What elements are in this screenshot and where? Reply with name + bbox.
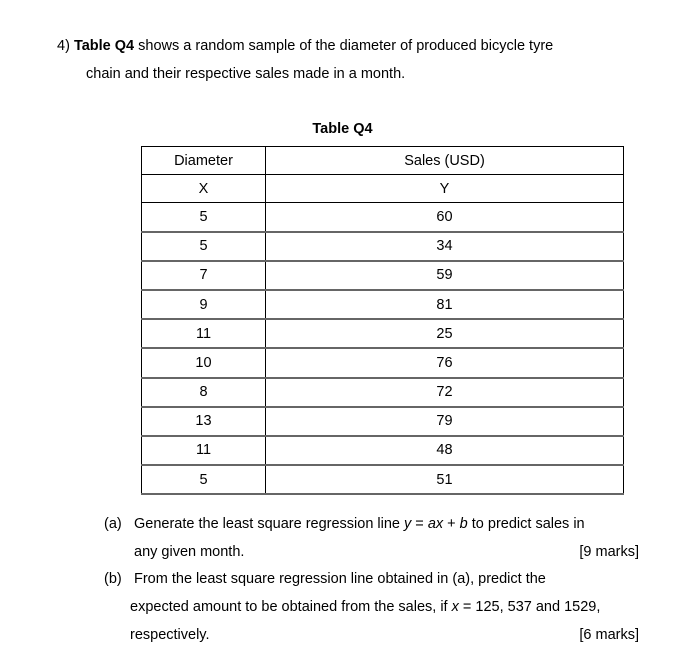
variable-x-italic: x [451, 599, 459, 615]
equation-equals: = [411, 516, 428, 532]
variable-y: Y [266, 175, 624, 203]
data-table-container [141, 146, 623, 495]
cell-x: 10 [142, 348, 266, 377]
cell-y: 34 [266, 232, 624, 261]
table-row [142, 290, 624, 319]
table-variable-row [142, 175, 624, 203]
cell-x: 11 [142, 436, 266, 465]
header-sales: Sales (USD) [266, 147, 624, 175]
part-a-text: Generate the least square regression line [134, 516, 405, 532]
table-row [142, 378, 624, 407]
table-header-row [142, 147, 624, 175]
part-b-text: expected amount to be obtained from the sales, if [130, 599, 452, 615]
table-row [142, 348, 624, 377]
equation-ax: ax [427, 516, 444, 532]
cell-x: 5 [142, 465, 266, 494]
cell-x: 5 [142, 203, 266, 232]
cell-x: 11 [142, 319, 266, 348]
cell-x: 9 [142, 290, 266, 319]
question-intro-text: shows a random sample of the diameter of produced bicycle tyre [134, 38, 554, 54]
question-intro-line1 [57, 38, 553, 54]
part-b-label: (b) [104, 571, 122, 587]
equation-b: b [459, 516, 468, 532]
table-row [142, 319, 624, 348]
table-reference: Table Q4 [73, 38, 135, 54]
table-row [142, 232, 624, 261]
part-a-line1 [134, 516, 585, 532]
table-title: Table Q4 [312, 121, 373, 137]
data-table [141, 146, 624, 495]
cell-x: 13 [142, 407, 266, 436]
equation-plus: + [443, 516, 460, 532]
question-intro-line2: chain and their respective sales made in a month. [86, 66, 406, 82]
table-row [142, 261, 624, 290]
cell-x: 8 [142, 378, 266, 407]
cell-y: 79 [266, 407, 624, 436]
table-row [142, 407, 624, 436]
cell-y: 59 [266, 261, 624, 290]
cell-y: 51 [266, 465, 624, 494]
cell-y: 72 [266, 378, 624, 407]
table-row [142, 436, 624, 465]
cell-y: 25 [266, 319, 624, 348]
cell-x: 7 [142, 261, 266, 290]
header-diameter: Diameter [142, 147, 266, 175]
cell-y: 60 [266, 203, 624, 232]
part-a-marks: [9 marks] [579, 544, 639, 560]
table-row [142, 203, 624, 232]
part-a-text-end: to predict sales in [467, 516, 585, 532]
part-b-values: = 125, 537 and 1529, [458, 599, 601, 615]
cell-y: 81 [266, 290, 624, 319]
part-b-line2 [130, 599, 600, 615]
part-b-line1: From the least square regression line obtained in (a), predict the [134, 571, 546, 587]
table-row [142, 465, 624, 494]
variable-x: X [142, 175, 266, 203]
question-number: 4) [57, 38, 70, 54]
part-b-marks: [6 marks] [579, 627, 639, 643]
cell-y: 76 [266, 348, 624, 377]
part-a-line2: any given month. [134, 544, 245, 560]
equation-y: y [404, 516, 412, 532]
cell-y: 48 [266, 436, 624, 465]
part-b-line3: respectively. [130, 627, 210, 643]
cell-x: 5 [142, 232, 266, 261]
part-a-label: (a) [104, 516, 122, 532]
